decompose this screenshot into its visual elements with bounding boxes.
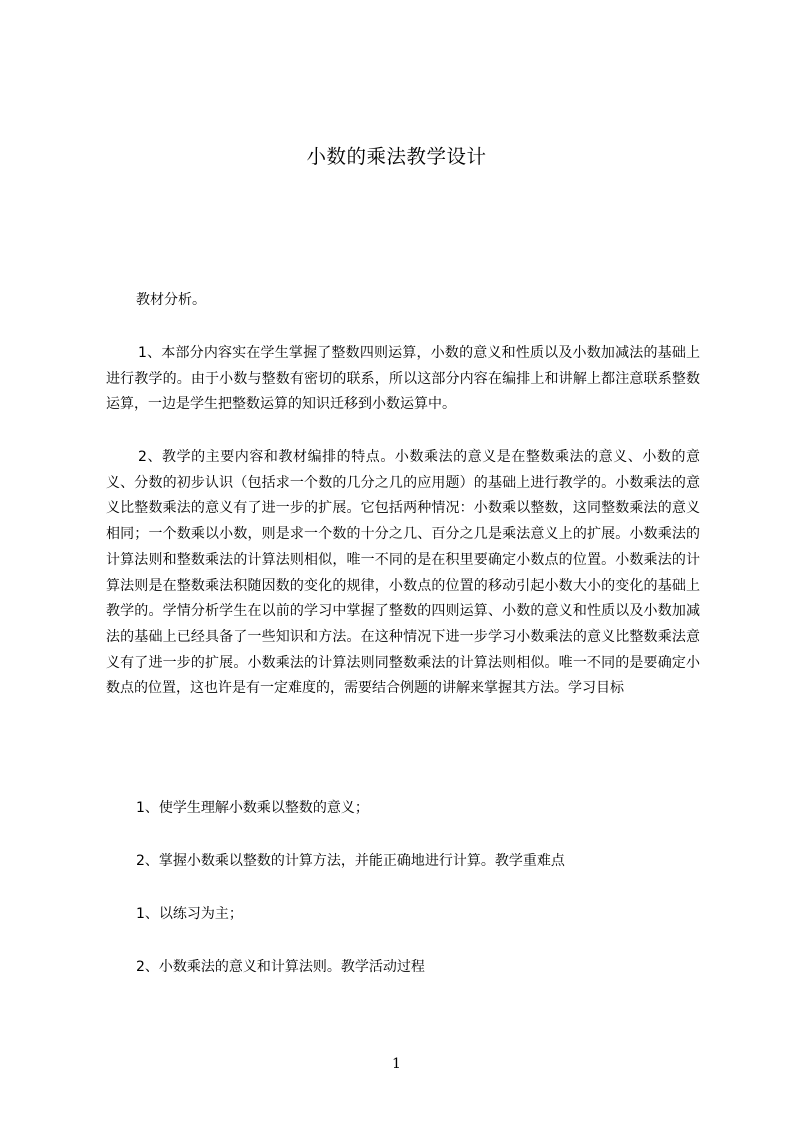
goal-item-2: 2、掌握小数乘以整数的计算方法，并能正确地进行计算。教学重难点 [136,853,565,869]
key-point-item-1: 1、以练习为主； [136,906,243,922]
key-point-item-2: 2、小数乘法的意义和计算法则。教学活动过程 [136,959,425,975]
paragraph-1: 1、本部分内容实在学生掌握了整数四则运算，小数的意义和性质以及小数加减法的基础上进行教学的。由于小数与整数有密切的联系，所以这部分内容在编排上和讲解上都注意联系整数运算，一边是学生把整数运算的知识迁移到小数运算中。 [106,345,700,413]
page-number: 1 [392,1056,401,1072]
goal-item-1: 1、使学生理解小数乘以整数的意义； [136,800,369,816]
page-title: 小数的乘法教学设计 [306,145,487,168]
section-heading: 教材分析。 [136,292,206,308]
paragraph-2: 2、教学的主要内容和教材编排的特点。小数乘法的意义是在整数乘法的意义、小数的意义、分数的初步认识（包括求一个数的几分之几的应用题）的基础上进行教学的。小数乘法的意义比整数乘法的意义有了进一步的扩展。它包括两种情况：小数乘以整数，这同整数乘法的意义相同；一个数乘以小数，则是求一个数的十分之几、百分之几是乘法意义上的扩展。小数乘法的计算法则和整数乘法的计算法则相似，唯一不同的是在积里要确定小数点的位置。小数乘法的计算法则是在整数乘法积随因数的变化的规律，小数点的位置的移动引起小数大小的变化的基础上教学的。学情分析学生在以前的学习中掌握了整数的四则运算、小数的意义和性质以及小数加减法的基础上已经具备了一些知识和方法。在这种情况下进一步学习小数乘法的意义比整数乘法意义有了进一步的扩展。小数乘法的计算法则同整数乘法的计算法则相似。唯一不同的是要确定小数点的位置，这也许是有一定难度的，需要结合例题的讲解来掌握其方法。学习目标 [106,449,700,697]
